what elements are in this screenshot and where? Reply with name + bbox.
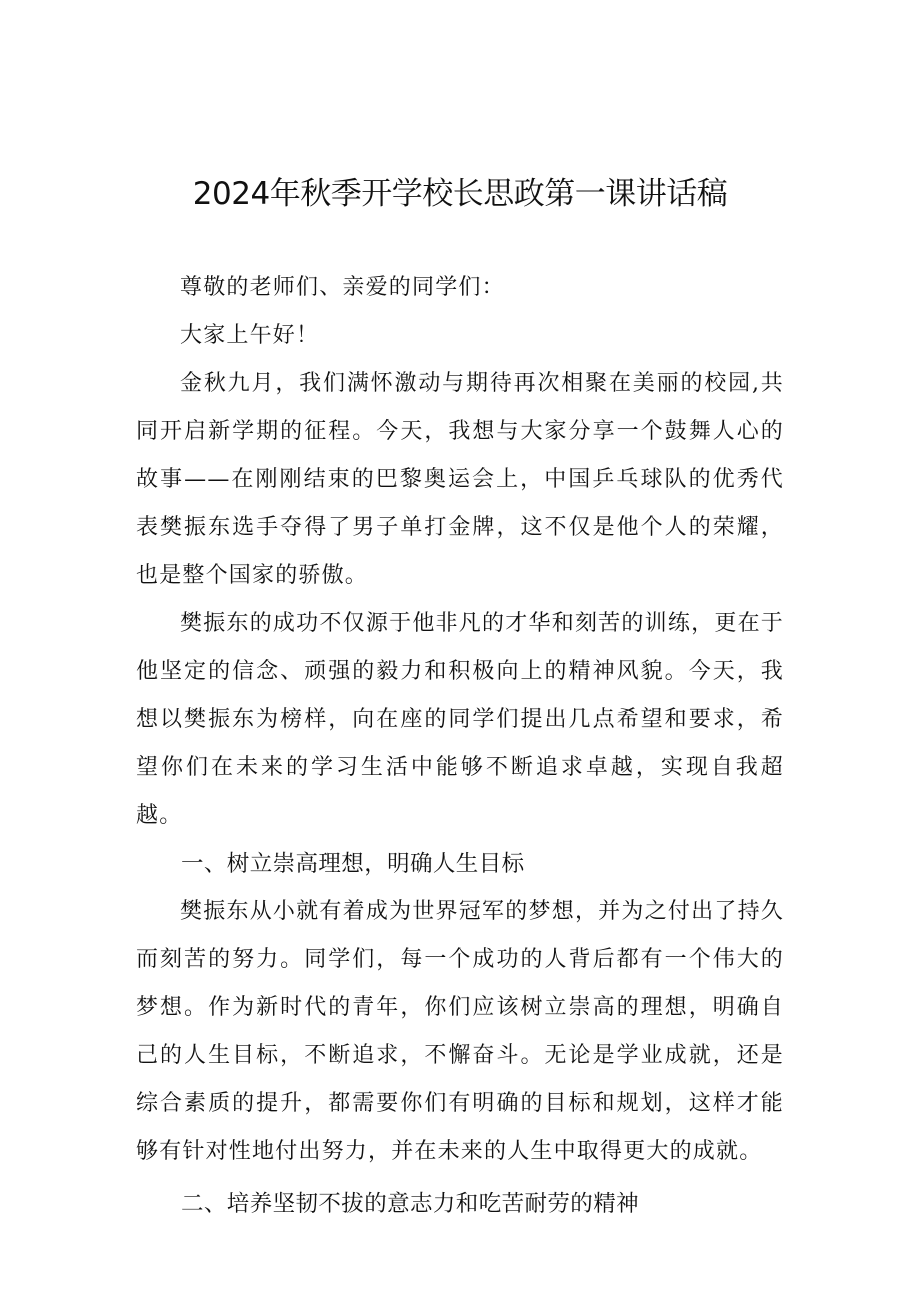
greeting-line: 尊敬的老师们、亲爱的同学们： [180,275,505,300]
section-heading-1: 一、树立崇高理想，明确人生目标 [181,851,525,877]
salutation-line: 大家上午好！ [180,323,320,348]
paragraph-1: 金秋九月，我们满怀激动与期待再次相聚在美丽的校园,共同开启新学期的征程。今天，我想与大家分享一个鼓舞人心的故事——在刚刚结束的巴黎奥运会上，中国乒乓球队的优秀代表樊振东选手夺得了男子单打金牌，这不仅是他个人的荣耀，也是整个国家的骄傲。 [136,371,784,588]
section-heading-2: 二、培养坚韧不拔的意志力和吃苦耐劳的精神 [181,1191,640,1217]
document-title: 2024年秋季开学校长思政第一课讲话稿 [192,176,728,212]
paragraph-3: 樊振东从小就有着成为世界冠军的梦想，并为之付出了持久而刻苦的努力。同学们，每一个成功的人背后都有一个伟大的梦想。作为新时代的青年，你们应该树立崇高的理想，明确自己的人生目标，不断追求，不懈奋斗。无论是学业成就，还是综合素质的提升，都需要你们有明确的目标和规划，这样才能够有针对性地付出努力，并在未来的人生中取得更大的成就。 [136,899,784,1164]
paragraph-2: 樊振东的成功不仅源于他非凡的才华和刻苦的训练，更在于他坚定的信念、顽强的毅力和积极向上的精神风貌。今天，我想以樊振东为榜样，向在座的同学们提出几点希望和要求，希望你们在未来的学习生活中能够不断追求卓越，实现自我超越。 [136,611,784,828]
document-body [136,264,784,1228]
